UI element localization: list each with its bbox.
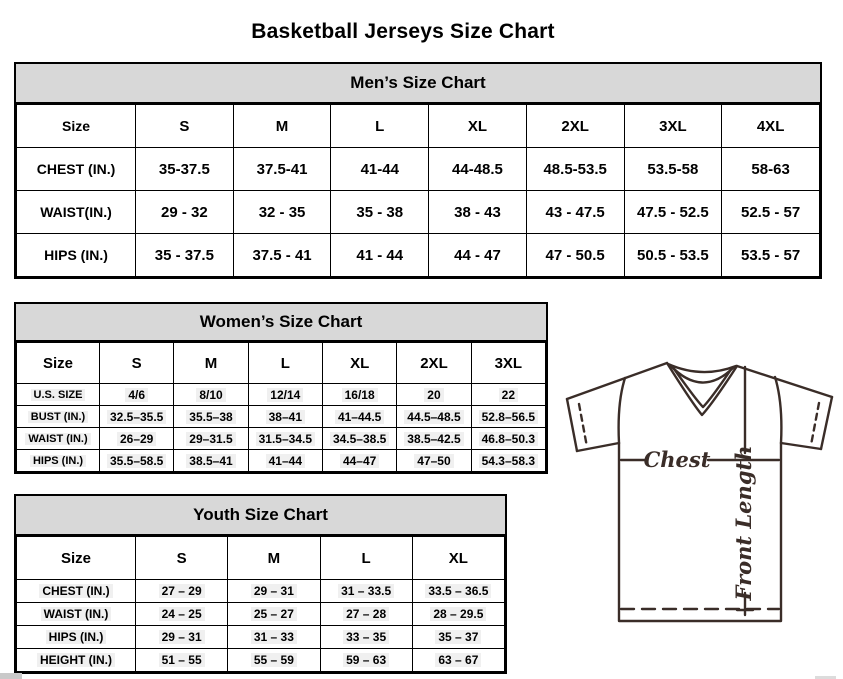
column-header: L — [248, 343, 322, 384]
size-value-cell: 58-63 — [722, 148, 820, 191]
mens-size-chart — [14, 62, 822, 279]
column-header: 3XL — [471, 343, 545, 384]
table-row — [17, 603, 505, 626]
size-value-cell: 59 – 63 — [320, 649, 412, 672]
table-row — [17, 428, 546, 450]
size-value-cell: 35 - 38 — [331, 191, 429, 234]
column-header: 3XL — [624, 105, 722, 148]
size-value-cell: 53.5 - 57 — [722, 234, 820, 277]
size-value-cell: 28 – 29.5 — [412, 603, 504, 626]
size-value-cell: 35 - 37.5 — [136, 234, 234, 277]
womens-size-table — [16, 342, 546, 472]
size-value-cell: 35.5–58.5 — [100, 450, 174, 472]
column-header: XL — [322, 343, 396, 384]
womens-size-chart-title: Women’s Size Chart — [16, 304, 546, 342]
column-header-row — [17, 343, 546, 384]
column-header: M — [174, 343, 248, 384]
column-header: 4XL — [722, 105, 820, 148]
column-header: 2XL — [526, 105, 624, 148]
row-label: HIPS (IN.) — [17, 234, 136, 277]
size-value-cell: 44-48.5 — [429, 148, 527, 191]
size-value-cell: 24 – 25 — [136, 603, 228, 626]
size-value-cell: 38–41 — [248, 406, 322, 428]
size-value-cell: 29 - 32 — [136, 191, 234, 234]
column-header: XL — [412, 537, 504, 580]
size-value-cell: 63 – 67 — [412, 649, 504, 672]
size-value-cell: 32 - 35 — [233, 191, 331, 234]
size-value-cell: 52.8–56.5 — [471, 406, 545, 428]
size-value-cell: 34.5–38.5 — [322, 428, 396, 450]
page-title: Basketball Jerseys Size Chart — [251, 20, 555, 44]
size-value-cell: 32.5–35.5 — [100, 406, 174, 428]
size-value-cell: 22 — [471, 384, 545, 406]
table-row — [17, 191, 820, 234]
size-value-cell: 54.3–58.3 — [471, 450, 545, 472]
column-header: L — [331, 105, 429, 148]
jersey-measurement-diagram — [555, 353, 843, 677]
front-length-label: Front Length — [731, 445, 756, 601]
youth-size-table — [16, 536, 505, 672]
table-row — [17, 384, 546, 406]
size-value-cell: 55 – 59 — [228, 649, 320, 672]
youth-size-chart — [14, 494, 507, 674]
size-value-cell: 29–31.5 — [174, 428, 248, 450]
column-header: Size — [17, 537, 136, 580]
size-value-cell: 47–50 — [397, 450, 471, 472]
size-value-cell: 44.5–48.5 — [397, 406, 471, 428]
column-header: S — [100, 343, 174, 384]
size-value-cell: 41 - 44 — [331, 234, 429, 277]
size-value-cell: 47.5 - 52.5 — [624, 191, 722, 234]
size-value-cell: 50.5 - 53.5 — [624, 234, 722, 277]
table-row — [17, 649, 505, 672]
column-header: S — [136, 105, 234, 148]
column-header: M — [233, 105, 331, 148]
row-label: CHEST (IN.) — [17, 148, 136, 191]
column-header: Size — [17, 105, 136, 148]
column-header: L — [320, 537, 412, 580]
row-label: HIPS (IN.) — [17, 450, 100, 472]
size-value-cell: 38.5–42.5 — [397, 428, 471, 450]
size-value-cell: 52.5 - 57 — [722, 191, 820, 234]
size-value-cell: 27 – 29 — [136, 580, 228, 603]
right-sleeve-stitch-line — [811, 403, 819, 445]
size-value-cell: 38 - 43 — [429, 191, 527, 234]
row-label: HEIGHT (IN.) — [17, 649, 136, 672]
size-value-cell: 43 - 47.5 — [526, 191, 624, 234]
column-header: Size — [17, 343, 100, 384]
right-sleeve — [737, 366, 832, 449]
column-header: XL — [429, 105, 527, 148]
column-header-row — [17, 105, 820, 148]
size-value-cell: 16/18 — [322, 384, 396, 406]
v-neck-collar — [667, 363, 737, 415]
row-label: WAIST (IN.) — [17, 428, 100, 450]
table-row — [17, 626, 505, 649]
size-value-cell: 31 – 33.5 — [320, 580, 412, 603]
table-row — [17, 450, 546, 472]
size-value-cell: 48.5-53.5 — [526, 148, 624, 191]
size-value-cell: 38.5–41 — [174, 450, 248, 472]
size-value-cell: 35.5–38 — [174, 406, 248, 428]
row-label: CHEST (IN.) — [17, 580, 136, 603]
size-value-cell: 35-37.5 — [136, 148, 234, 191]
mens-size-table — [16, 104, 820, 277]
size-value-cell: 8/10 — [174, 384, 248, 406]
size-value-cell: 41-44 — [331, 148, 429, 191]
row-label: WAIST (IN.) — [17, 603, 136, 626]
size-value-cell: 4/6 — [100, 384, 174, 406]
size-value-cell: 47 - 50.5 — [526, 234, 624, 277]
size-value-cell: 25 – 27 — [228, 603, 320, 626]
womens-size-chart — [14, 302, 548, 474]
column-header: S — [136, 537, 228, 580]
size-value-cell: 29 – 31 — [228, 580, 320, 603]
size-value-cell: 33 – 35 — [320, 626, 412, 649]
table-row — [17, 406, 546, 428]
chest-label: Chest — [643, 447, 711, 472]
row-label: HIPS (IN.) — [17, 626, 136, 649]
size-value-cell: 37.5 - 41 — [233, 234, 331, 277]
size-value-cell: 33.5 – 36.5 — [412, 580, 504, 603]
size-value-cell: 44–47 — [322, 450, 396, 472]
size-value-cell: 31 – 33 — [228, 626, 320, 649]
size-value-cell: 20 — [397, 384, 471, 406]
size-value-cell: 41–44.5 — [322, 406, 396, 428]
row-label: U.S. SIZE — [17, 384, 100, 406]
table-row — [17, 580, 505, 603]
size-value-cell: 37.5-41 — [233, 148, 331, 191]
size-value-cell: 51 – 55 — [136, 649, 228, 672]
column-header-row — [17, 537, 505, 580]
row-label: BUST (IN.) — [17, 406, 100, 428]
table-row — [17, 234, 820, 277]
youth-size-chart-title: Youth Size Chart — [16, 496, 505, 536]
mens-size-chart-title: Men’s Size Chart — [16, 64, 820, 104]
column-header: M — [228, 537, 320, 580]
column-header: 2XL — [397, 343, 471, 384]
size-value-cell: 53.5-58 — [624, 148, 722, 191]
size-value-cell: 41–44 — [248, 450, 322, 472]
left-sleeve-stitch-line — [579, 404, 587, 447]
table-row — [17, 148, 820, 191]
size-value-cell: 12/14 — [248, 384, 322, 406]
bottom-left-fragment — [0, 673, 22, 679]
left-sleeve — [567, 363, 667, 451]
size-value-cell: 31.5–34.5 — [248, 428, 322, 450]
size-value-cell: 35 – 37 — [412, 626, 504, 649]
size-value-cell: 26–29 — [100, 428, 174, 450]
size-value-cell: 27 – 28 — [320, 603, 412, 626]
size-value-cell: 44 - 47 — [429, 234, 527, 277]
row-label: WAIST(IN.) — [17, 191, 136, 234]
size-value-cell: 29 – 31 — [136, 626, 228, 649]
size-value-cell: 46.8–50.3 — [471, 428, 545, 450]
